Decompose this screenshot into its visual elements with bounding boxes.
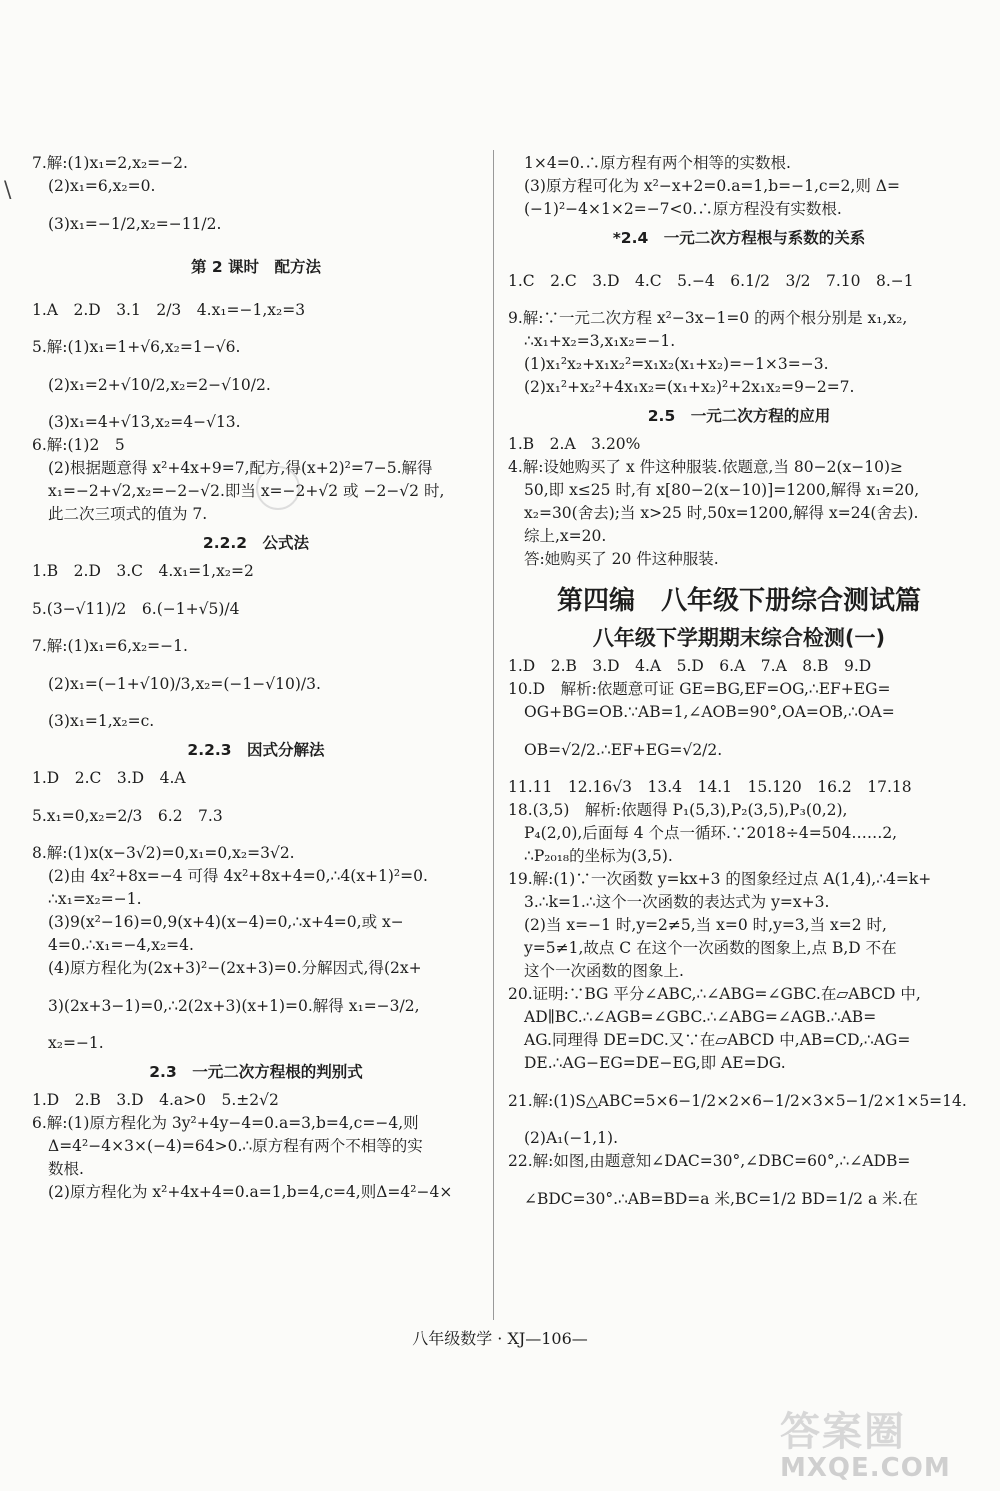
- answer-line: 7.解:(1)x₁=2,x₂=−2.: [32, 154, 188, 172]
- answer-line: 10.D 解析:依题意可证 GE=BG,EF=OG,∴EF+EG=: [508, 680, 891, 698]
- answer-line: 数根.: [48, 1160, 84, 1178]
- section-heading: 第四编 八年级下册综合测试篇: [556, 586, 921, 616]
- answer-line: (−1)²−4×1×2=−7<0.∴原方程没有实数根.: [524, 200, 842, 218]
- answer-line: ∴P₂₀₁₈的坐标为(3,5).: [524, 847, 673, 865]
- answer-line: 6.解:(1)2 5: [32, 436, 125, 454]
- answer-line: 8.解:(1)x(x−3√2)=0,x₁=0,x₂=3√2.: [32, 844, 295, 862]
- answer-line: 1.D 2.B 3.D 4.A 5.D 6.A 7.A 8.B 9.D: [508, 657, 872, 675]
- answer-line: (1)x₁²x₂+x₁x₂²=x₁x₂(x₁+x₂)=−1×3=−3.: [524, 355, 829, 373]
- answer-line: (3)原方程可化为 x²−x+2=0.a=1,b=−1,c=2,则 Δ=: [524, 177, 900, 195]
- answer-line: 1×4=0.∴原方程有两个相等的实数根.: [524, 154, 791, 172]
- section-heading: 2.3 一元二次方程根的判别式: [149, 1063, 363, 1081]
- answer-line: 1.C 2.C 3.D 4.C 5.−4 6.1/2 3/2 7.10 8.−1: [508, 272, 914, 290]
- watermark-line2: MXQE.COM: [780, 1453, 951, 1483]
- answer-line: (3)9(x²−16)=0,9(x+4)(x−4)=0,∴x+4=0,或 x−: [48, 913, 404, 931]
- answer-line: 综上,x=20.: [524, 527, 607, 545]
- answer-line: 5.x₁=0,x₂=2/3 6.2 7.3: [32, 807, 223, 825]
- answer-line: 20.证明:∵BG 平分∠ABC,∴∠ABG=∠GBC.在▱ABCD 中,: [508, 985, 921, 1003]
- section-heading: 八年级下学期期末综合检测(一): [592, 626, 886, 650]
- answer-line: AD∥BC.∴∠AGB=∠GBC.∴∠ABG=∠AGB.∴AB=: [524, 1008, 877, 1026]
- answer-line: 1.A 2.D 3.1 2/3 4.x₁=−1,x₂=3: [32, 301, 306, 319]
- answer-line: 3)(2x+3−1)=0,∴2(2x+3)(x+1)=0.解得 x₁=−3/2,: [48, 997, 420, 1015]
- answer-line: 22.解:如图,由题意知∠DAC=30°,∠DBC=60°,∴∠ADB=: [508, 1152, 911, 1170]
- answer-line: OG+BG=OB.∵AB=1,∠AOB=90°,OA=OB,∴OA=: [524, 703, 895, 721]
- answer-line: AG.同理得 DE=DC.又∵在▱ABCD 中,AB=CD,∴AG=: [524, 1031, 911, 1049]
- answer-line: y=5≠1,故点 C 在这个一次函数的图象上,点 B,D 不在: [524, 939, 897, 957]
- answer-line: (2)由 4x²+8x=−4 可得 4x²+8x+4=0,∴4(x+1)²=0.: [48, 867, 428, 885]
- answer-line: ∴x₁+x₂=3,x₁x₂=−1.: [524, 332, 676, 350]
- answer-line: (2)原方程化为 x²+4x+4=0.a=1,b=4,c=4,则Δ=4²−4×: [48, 1183, 453, 1201]
- answer-line: (2)x₁=2+√10/2,x₂=2−√10/2.: [48, 376, 271, 394]
- watermark-logo: [780, 1400, 980, 1483]
- answer-line: 5.(3−√11)/2 6.(−1+√5)/4: [32, 600, 240, 618]
- answer-line: 4=0.∴x₁=−4,x₂=4.: [48, 936, 194, 954]
- answer-line: (3)x₁=−1/2,x₂=−11/2.: [48, 215, 222, 233]
- answer-line: 1.D 2.C 3.D 4.A: [32, 769, 186, 787]
- answer-line: 50,即 x≤25 时,有 x[80−2(x−10)]=1200,解得 x₁=20,: [524, 481, 920, 499]
- answer-line: 19.解:(1)∵一次函数 y=kx+3 的图象经过点 A(1,4),∴4=k+: [508, 870, 932, 888]
- answer-line: Δ=4²−4×3×(−4)=64>0.∴原方程有两个不相等的实: [48, 1137, 423, 1155]
- section-heading: *2.4 一元二次方程根与系数的关系: [612, 229, 866, 247]
- section-heading: 2.2.3 因式分解法: [187, 741, 325, 759]
- pen-mark: \: [4, 178, 12, 203]
- answer-line: 18.(3,5) 解析:依题得 P₁(5,3),P₂(3,5),P₃(0,2),: [508, 801, 848, 819]
- answer-line: 答:她购买了 20 件这种服装.: [524, 550, 719, 568]
- answer-line: P₄(2,0),后面每 4 个点一循环.∵2018÷4=504……2,: [524, 824, 898, 842]
- section-heading: 第 2 课时 配方法: [190, 258, 322, 276]
- answer-line: 4.解:设她购买了 x 件这种服装.依题意,当 80−2(x−10)≥: [508, 458, 903, 476]
- answer-line: 3.∴k=1.∴这个一次函数的表达式为 y=x+3.: [524, 893, 830, 911]
- answer-line: 9.解:∵一元二次方程 x²−3x−1=0 的两个根分别是 x₁,x₂,: [508, 309, 908, 327]
- page-footer: 八年级数学 · XJ—106—: [412, 1329, 588, 1348]
- answer-line: (2)根据题意得 x²+4x+9=7,配方,得(x+2)²=7−5.解得: [48, 459, 433, 477]
- answer-line: (3)x₁=1,x₂=c.: [48, 712, 155, 730]
- answer-line: (2)A₁(−1,1).: [524, 1129, 619, 1147]
- column-divider: [493, 150, 494, 1320]
- section-heading: 2.2.2 公式法: [202, 534, 310, 552]
- answer-line: (3)x₁=4+√13,x₂=4−√13.: [48, 413, 241, 431]
- answer-line: 1.D 2.B 3.D 4.a>0 5.±2√2: [32, 1091, 279, 1109]
- watermark-line1: 答案圈: [780, 1409, 906, 1455]
- answer-line: (2)当 x=−1 时,y=2≠5,当 x=0 时,y=3,当 x=2 时,: [524, 916, 887, 934]
- answer-line: 6.解:(1)原方程化为 3y²+4y−4=0.a=3,b=4,c=−4,则: [32, 1114, 419, 1132]
- answer-line: (2)x₁²+x₂²+4x₁x₂=(x₁+x₂)²+2x₁x₂=9−2=7.: [524, 378, 855, 396]
- answer-line: x₂=−1.: [48, 1034, 104, 1052]
- answer-line: x₂=30(舍去);当 x>25 时,50x=1200,解得 x=24(舍去).: [524, 504, 919, 522]
- answer-line: 21.解:(1)S△ABC=5×6−1/2×2×6−1/2×3×5−1/2×1×5=14.: [508, 1092, 967, 1110]
- answer-line: 此二次三项式的值为 7.: [48, 505, 208, 523]
- answer-line: 5.解:(1)x₁=1+√6,x₂=1−√6.: [32, 338, 241, 356]
- answer-line: 7.解:(1)x₁=6,x₂=−1.: [32, 637, 188, 655]
- answer-line: (2)x₁=6,x₂=0.: [48, 177, 156, 195]
- answer-line: 11.11 12.16√3 13.4 14.1 15.120 16.2 17.18: [508, 778, 912, 796]
- section-heading: 2.5 一元二次方程的应用: [647, 407, 831, 425]
- answer-line: 这个一次函数的图象上.: [524, 962, 684, 980]
- answer-line: x₁=−2+√2,x₂=−2−√2.即当 x=−2+√2 或 −2−√2 时,: [48, 482, 445, 500]
- answer-line: OB=√2/2.∴EF+EG=√2/2.: [524, 741, 723, 759]
- answer-line: 1.B 2.A 3.20%: [508, 435, 641, 453]
- answer-line: (4)原方程化为(2x+3)²−(2x+3)=0.分解因式,得(2x+: [48, 959, 422, 977]
- left-column: [32, 152, 480, 1204]
- answer-line: DE.∴AG−EG=DE−EG,即 AE=DG.: [524, 1054, 786, 1072]
- answer-line: (2)x₁=(−1+√10)/3,x₂=(−1−√10)/3.: [48, 675, 321, 693]
- answer-line: 1.B 2.D 3.C 4.x₁=1,x₂=2: [32, 562, 254, 580]
- answer-line: ∠BDC=30°.∴AB=BD=a 米,BC=1/2 BD=1/2 a 米.在: [524, 1190, 919, 1208]
- right-column: [508, 152, 970, 1225]
- answer-line: ∴x₁=x₂=−1.: [48, 890, 142, 908]
